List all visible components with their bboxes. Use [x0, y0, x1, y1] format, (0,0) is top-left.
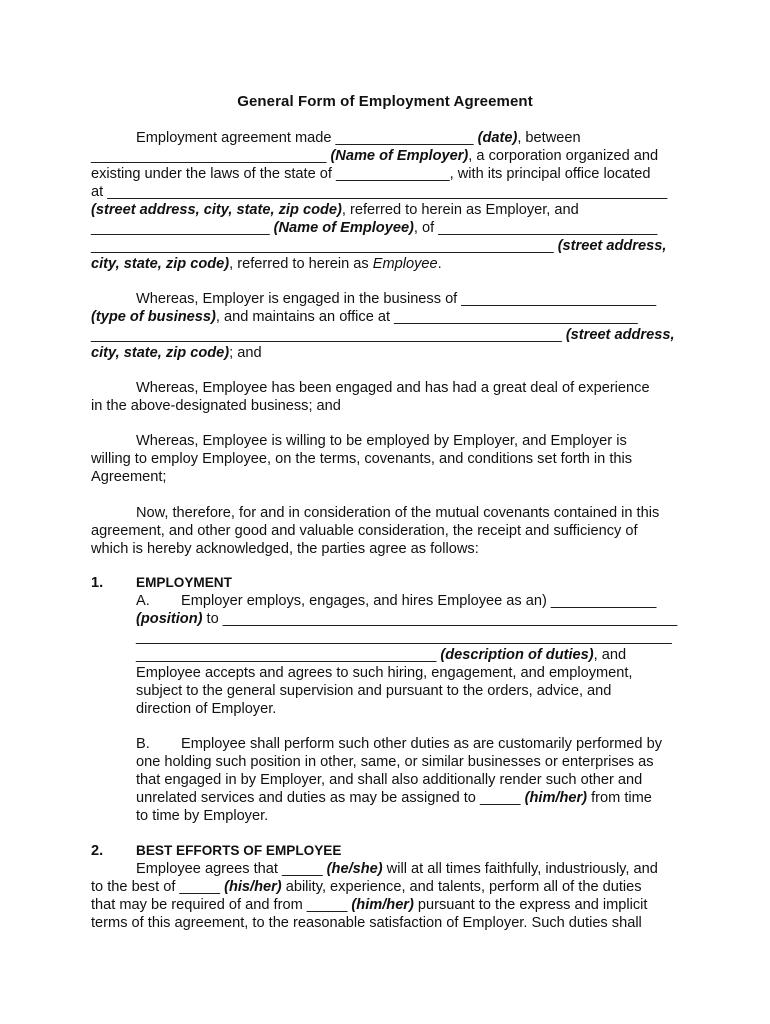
whereas1-line-2	[91, 308, 638, 326]
section-1b-line-4	[136, 789, 652, 807]
intro-line-7	[91, 237, 666, 255]
intro-text: , of ___________________________	[413, 220, 658, 236]
whereas3-line-2: willing to employ Employee, on the terms, covenants, and conditions set forth in this	[91, 451, 633, 467]
pronoun-placeholder: (he/she)	[326, 861, 383, 877]
whereas-text: , and maintains an office at ______________________________	[215, 309, 638, 325]
now-therefore-line-2: agreement, and other good and valuable consideration, the receipt and sufficiency of	[91, 523, 638, 539]
intro-line-5	[91, 201, 579, 219]
section-text: to ________________________________________________________	[202, 611, 678, 627]
section-text: will at all times faithfully, industriously, and	[382, 861, 658, 877]
section-1-heading: EMPLOYMENT	[136, 575, 232, 590]
intro-text: .	[437, 256, 442, 272]
office-address-placeholder: (street address,	[565, 327, 675, 343]
section-2-heading: BEST EFFORTS OF EMPLOYEE	[136, 843, 342, 858]
intro-text: _____________________________	[91, 148, 331, 164]
section-1a-line-5: Employee accepts and agrees to such hiring, engagement, and employment,	[136, 665, 633, 681]
section-text: to the best of _____	[91, 879, 225, 895]
section-1b-line-2: one holding such position in other, same, or similar businesses or enterprises as	[136, 754, 654, 770]
pronoun-placeholder: (him/her)	[351, 897, 414, 913]
section-text: , and	[593, 647, 627, 663]
intro-text: Employment agreement made _________________	[136, 130, 478, 146]
section-1a-line-7: direction of Employer.	[136, 701, 277, 717]
intro-text: ______________________	[91, 220, 274, 236]
now-therefore-line-1: Now, therefore, for and in consideration of the mutual covenants contained in this	[136, 505, 660, 521]
section-1a-line-4	[136, 646, 626, 664]
document-title: General Form of Employment Agreement	[237, 93, 533, 110]
section-1b-line-5: to time by Employer.	[136, 808, 269, 824]
employee-address-placeholder: (street address,	[557, 238, 667, 254]
duties-placeholder: (description of duties)	[440, 647, 594, 663]
section-1a-label: A.	[136, 593, 150, 609]
section-text: _____________________________________	[136, 647, 441, 663]
intro-text: , a corporation organized and	[468, 148, 659, 164]
now-therefore-line-3: which is hereby acknowledged, the parties agree as follows:	[91, 541, 479, 557]
whereas-text: __________________________________________________________	[91, 327, 566, 343]
whereas-text: ; and	[229, 345, 262, 361]
intro-line-8	[91, 255, 442, 273]
intro-text: , referred to herein as Employer, and	[341, 202, 579, 218]
position-placeholder: (position)	[136, 611, 203, 627]
whereas1-line-3	[91, 326, 675, 344]
section-1-number: 1.	[91, 575, 104, 591]
employer-address-placeholder: (street address, city, state, zip code)	[91, 202, 342, 218]
section-1a-line-6: subject to the general supervision and pursuant to the orders, advice, and	[136, 683, 612, 699]
section-2-line-3	[91, 896, 647, 914]
intro-text: , referred to herein as	[229, 256, 373, 272]
pronoun-placeholder: (him/her)	[524, 790, 588, 806]
section-2-line-4: terms of this agreement, to the reasonable satisfaction of Employer. Such duties shall	[91, 915, 642, 931]
whereas2-line-1: Whereas, Employee has been engaged and has had a great deal of experience	[136, 380, 650, 396]
section-text: pursuant to the express and implicit	[413, 897, 648, 913]
employee-address-placeholder: city, state, zip code)	[91, 256, 230, 272]
whereas1-line-1: Whereas, Employer is engaged in the business of ________________________	[136, 291, 657, 307]
pronoun-placeholder: (his/her)	[224, 879, 282, 895]
section-1b-line-1: Employee shall perform such other duties as are customarily performed by	[181, 736, 662, 752]
section-text: from time	[587, 790, 652, 806]
section-text: unrelated services and duties as may be assigned to _____	[136, 790, 525, 806]
intro-line-1	[136, 129, 581, 147]
business-type-placeholder: (type of business)	[91, 309, 216, 325]
intro-line-4: at _____________________________________________________________________	[91, 184, 668, 200]
whereas2-line-2: in the above-designated business; and	[91, 398, 341, 414]
section-1a-line-2	[136, 610, 677, 628]
section-1a-line-1: Employer employs, engages, and hires Employee as an) _____________	[181, 593, 657, 609]
whereas3-line-3: Agreement;	[91, 469, 167, 485]
section-text: that may be required of and from _____	[91, 897, 352, 913]
intro-line-2	[91, 147, 658, 165]
section-2-line-2	[91, 878, 642, 896]
intro-text: _________________________________________________________	[91, 238, 558, 254]
intro-line-6	[91, 219, 657, 237]
employee-term: Employee	[372, 256, 438, 272]
whereas1-line-4	[91, 344, 262, 362]
section-text: ability, experience, and talents, perform all of the duties	[281, 879, 642, 895]
employee-name-placeholder: (Name of Employee)	[273, 220, 414, 236]
whereas3-line-1: Whereas, Employee is willing to be employed by Employer, and Employer is	[136, 433, 627, 449]
section-1a-line-3: __________________________________________________________________	[136, 629, 672, 645]
date-placeholder: (date)	[477, 130, 518, 146]
section-2-line-1	[136, 860, 658, 878]
section-1b-label: B.	[136, 736, 150, 752]
section-2-number: 2.	[91, 843, 104, 859]
section-1b-line-3: that engaged in by Employer, and shall also additionally render such other and	[136, 772, 643, 788]
employer-name-placeholder: (Name of Employer)	[330, 148, 469, 164]
intro-text: , between	[517, 130, 581, 146]
intro-line-3: existing under the laws of the state of ______________, with its principal office located	[91, 166, 651, 182]
office-address-placeholder: city, state, zip code)	[91, 345, 230, 361]
section-text: Employee agrees that _____	[136, 861, 327, 877]
